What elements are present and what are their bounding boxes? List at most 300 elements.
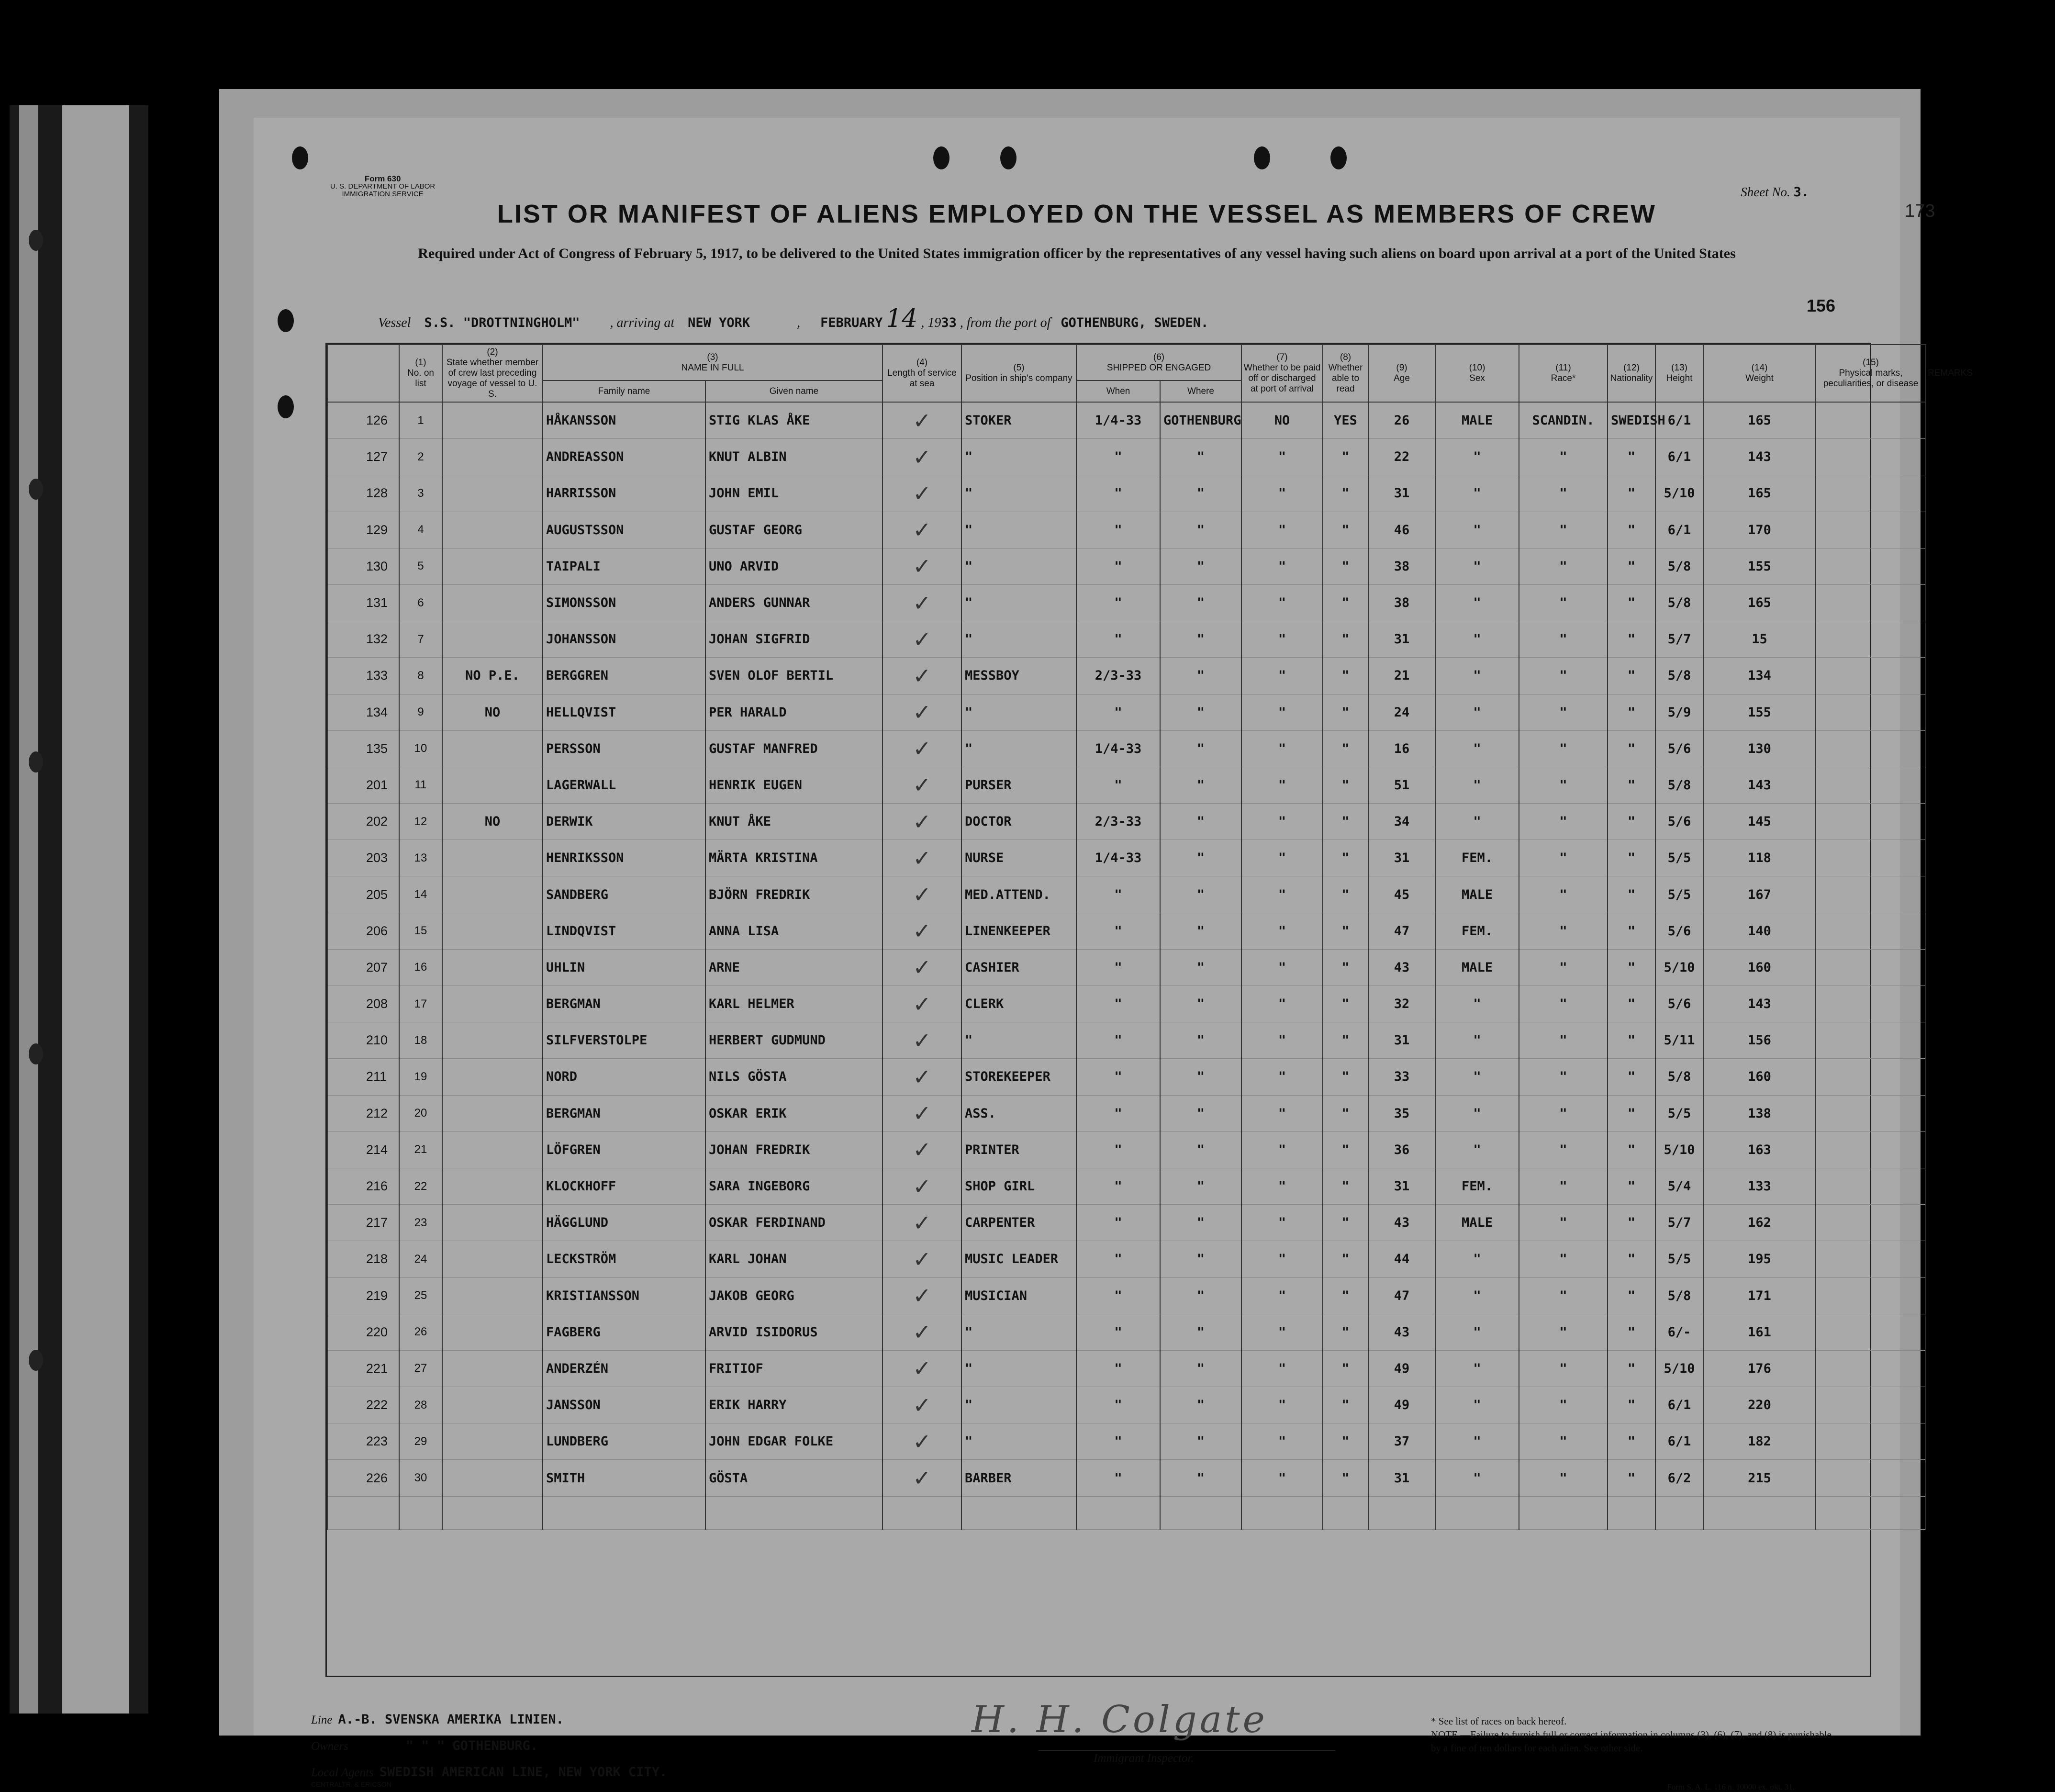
- nationality-cell: ": [1608, 1131, 1655, 1168]
- sex-cell: ": [1435, 1314, 1519, 1350]
- check-mark: ✓: [913, 1283, 931, 1309]
- weight-cell: 155: [1703, 548, 1816, 584]
- physical-marks-cell: [1816, 584, 1926, 621]
- height-cell: 5/11: [1655, 1022, 1703, 1059]
- given-name-cell: KARL HELMER: [705, 986, 882, 1022]
- shipped-when-cell: 2/3-33: [1076, 658, 1160, 694]
- able-to-read-cell: YES: [1323, 402, 1368, 439]
- position-cell: CLERK: [961, 986, 1076, 1022]
- previous-voyage-cell: [442, 1205, 543, 1241]
- nationality-cell: ": [1608, 1022, 1655, 1059]
- empty-cell: [1703, 1496, 1816, 1529]
- from-port: GOTHENBURG, SWEDEN.: [1061, 315, 1209, 330]
- height-cell: 5/6: [1655, 804, 1703, 840]
- height-cell: 5/10: [1655, 1350, 1703, 1387]
- able-to-read-cell: ": [1323, 1168, 1368, 1204]
- position-cell: MUSIC LEADER: [961, 1241, 1076, 1277]
- nationality-cell: ": [1608, 1095, 1655, 1131]
- page-stamp: 173: [1905, 201, 1935, 221]
- sheet-number-value: 3.: [1793, 185, 1809, 200]
- weight-cell: 161: [1703, 1314, 1816, 1350]
- column-header-height: (13) Height: [1655, 345, 1703, 402]
- previous-voyage-cell: [442, 949, 543, 986]
- nationality-cell: ": [1608, 1314, 1655, 1350]
- family-name-cell: LÖFGREN: [543, 1131, 705, 1168]
- previous-voyage-cell: [442, 1350, 543, 1387]
- sex-cell: ": [1435, 1131, 1519, 1168]
- service-check: [882, 1168, 961, 1204]
- height-cell: 5/8: [1655, 1277, 1703, 1314]
- given-name-cell: ARNE: [705, 949, 882, 986]
- previous-voyage-cell: [442, 913, 543, 949]
- form-footer: Form S. A. L. 116 n. 10000 ex. okt. 31.: [1667, 1782, 1795, 1792]
- footer-block: [311, 1707, 667, 1786]
- race-cell: ": [1519, 621, 1608, 658]
- sex-cell: ": [1435, 1423, 1519, 1460]
- manifest-number: 134: [327, 694, 399, 730]
- check-mark: ✓: [913, 1246, 931, 1272]
- able-to-read-cell: ": [1323, 767, 1368, 803]
- age-cell: 31: [1368, 1168, 1435, 1204]
- weight-cell: 165: [1703, 584, 1816, 621]
- service-check: [882, 840, 961, 876]
- shipped-where-cell: ": [1160, 1168, 1241, 1204]
- weight-cell: 215: [1703, 1460, 1816, 1496]
- physical-marks-cell: [1816, 1205, 1926, 1241]
- sex-cell: ": [1435, 1059, 1519, 1095]
- race-cell: ": [1519, 1314, 1608, 1350]
- signature-line: [1039, 1750, 1335, 1751]
- family-name-cell: AUGUSTSSON: [543, 512, 705, 548]
- list-number: 10: [399, 730, 442, 767]
- physical-marks-cell: [1816, 1059, 1926, 1095]
- previous-voyage-cell: NO P.E.: [442, 658, 543, 694]
- race-cell: ": [1519, 1131, 1608, 1168]
- given-name-cell: PER HARALD: [705, 694, 882, 730]
- able-to-read-cell: ": [1323, 1460, 1368, 1496]
- physical-marks-cell: [1816, 1095, 1926, 1131]
- manifest-number: 133: [327, 658, 399, 694]
- previous-voyage-cell: [442, 548, 543, 584]
- check-mark: ✓: [913, 1100, 931, 1127]
- race-cell: ": [1519, 804, 1608, 840]
- age-cell: 38: [1368, 548, 1435, 584]
- shipped-when-cell: 2/3-33: [1076, 804, 1160, 840]
- manifest-number: 131: [327, 584, 399, 621]
- check-mark: ✓: [913, 882, 931, 908]
- form-number: Form 630: [364, 174, 401, 183]
- empty-cell: [327, 1496, 399, 1529]
- shipped-where-cell: ": [1160, 1460, 1241, 1496]
- line-value: A.-B. SVENSKA AMERIKA LINIEN.: [338, 1712, 564, 1727]
- service-check: [882, 876, 961, 913]
- empty-cell: [1816, 1496, 1926, 1529]
- previous-voyage-cell: [442, 876, 543, 913]
- service: IMMIGRATION SERVICE: [342, 190, 424, 198]
- shipped-where-cell: ": [1160, 1022, 1241, 1059]
- sex-cell: ": [1435, 986, 1519, 1022]
- position-cell: MED.ATTEND.: [961, 876, 1076, 913]
- table-row: [327, 1387, 1926, 1423]
- position-cell: CASHIER: [961, 949, 1076, 986]
- service-check: [882, 1241, 961, 1277]
- race-cell: ": [1519, 439, 1608, 475]
- check-mark: ✓: [913, 1355, 931, 1382]
- given-name-cell: HENRIK EUGEN: [705, 767, 882, 803]
- able-to-read-cell: ": [1323, 1059, 1368, 1095]
- shipped-when-cell: ": [1076, 1241, 1160, 1277]
- able-to-read-cell: ": [1323, 475, 1368, 512]
- shipped-when-cell: ": [1076, 694, 1160, 730]
- physical-marks-cell: [1816, 767, 1926, 803]
- race-cell: ": [1519, 986, 1608, 1022]
- empty-cell: [1368, 1496, 1435, 1529]
- paid-off-cell: ": [1241, 584, 1323, 621]
- previous-voyage-cell: [442, 767, 543, 803]
- age-cell: 16: [1368, 730, 1435, 767]
- nationality-cell: ": [1608, 1168, 1655, 1204]
- race-cell: ": [1519, 1059, 1608, 1095]
- column-header-manifest: [327, 345, 399, 402]
- physical-marks-cell: [1816, 512, 1926, 548]
- race-cell: ": [1519, 584, 1608, 621]
- weight-cell: 143: [1703, 439, 1816, 475]
- list-number: 1: [399, 402, 442, 439]
- physical-marks-cell: [1816, 475, 1926, 512]
- age-cell: 33: [1368, 1059, 1435, 1095]
- position-cell: ": [961, 1314, 1076, 1350]
- vessel-label: Vessel: [378, 315, 411, 330]
- family-name-cell: BERGMAN: [543, 986, 705, 1022]
- shipped-when-cell: ": [1076, 986, 1160, 1022]
- race-cell: ": [1519, 876, 1608, 913]
- column-header-shipped: (6) SHIPPED OR ENGAGED: [1076, 345, 1241, 381]
- paid-off-cell: ": [1241, 1423, 1323, 1460]
- date-year-prefix: , 19: [921, 315, 941, 330]
- physical-marks-cell: [1816, 1314, 1926, 1350]
- weight-cell: 155: [1703, 694, 1816, 730]
- check-mark: ✓: [913, 407, 931, 434]
- empty-cell: [1608, 1496, 1655, 1529]
- empty-cell: [442, 1496, 543, 1529]
- paid-off-cell: ": [1241, 986, 1323, 1022]
- nationality-cell: ": [1608, 1277, 1655, 1314]
- list-number: 4: [399, 512, 442, 548]
- check-mark: ✓: [913, 736, 931, 762]
- height-cell: 5/8: [1655, 1059, 1703, 1095]
- position-cell: ": [961, 475, 1076, 512]
- sex-cell: ": [1435, 730, 1519, 767]
- column-header-previous-voyage: (2) State whether member of crew last preceding voyage of vessel to U. S.: [442, 345, 543, 402]
- manifest-number: 212: [327, 1095, 399, 1131]
- previous-voyage-cell: [442, 1460, 543, 1496]
- column-header-given-name: Given name: [705, 381, 882, 402]
- paid-off-cell: ": [1241, 730, 1323, 767]
- nationality-cell: ": [1608, 439, 1655, 475]
- list-number: 25: [399, 1277, 442, 1314]
- height-cell: 5/8: [1655, 584, 1703, 621]
- weight-cell: 143: [1703, 986, 1816, 1022]
- column-header-where: Where: [1160, 381, 1241, 402]
- shipped-when-cell: ": [1076, 876, 1160, 913]
- previous-voyage-cell: [442, 1059, 543, 1095]
- race-cell: ": [1519, 949, 1608, 986]
- height-cell: 6/1: [1655, 402, 1703, 439]
- nationality-cell: ": [1608, 730, 1655, 767]
- able-to-read-cell: ": [1323, 1241, 1368, 1277]
- list-number: 26: [399, 1314, 442, 1350]
- list-number: 6: [399, 584, 442, 621]
- shipped-where-cell: ": [1160, 1387, 1241, 1423]
- height-cell: 5/7: [1655, 1205, 1703, 1241]
- physical-marks-cell: [1816, 840, 1926, 876]
- given-name-cell: ERIK HARRY: [705, 1387, 882, 1423]
- family-name-cell: DERWIK: [543, 804, 705, 840]
- printer-imprint: CENTRALTR. & ERICSON: [311, 1781, 391, 1788]
- given-name-cell: GUSTAF MANFRED: [705, 730, 882, 767]
- shipped-where-cell: ": [1160, 512, 1241, 548]
- list-number: 5: [399, 548, 442, 584]
- shipped-where-cell: ": [1160, 1314, 1241, 1350]
- position-cell: MESSBOY: [961, 658, 1076, 694]
- shipped-when-cell: ": [1076, 767, 1160, 803]
- previous-voyage-cell: [442, 1022, 543, 1059]
- family-name-cell: LUNDBERG: [543, 1423, 705, 1460]
- race-cell: ": [1519, 1350, 1608, 1387]
- table-row: [327, 876, 1926, 913]
- race-cell: ": [1519, 913, 1608, 949]
- paid-off-cell: ": [1241, 1387, 1323, 1423]
- check-mark: ✓: [913, 553, 931, 580]
- position-cell: ": [961, 1387, 1076, 1423]
- check-mark: ✓: [913, 1428, 931, 1455]
- service-check: [882, 1277, 961, 1314]
- shipped-where-cell: ": [1160, 1131, 1241, 1168]
- race-cell: ": [1519, 1423, 1608, 1460]
- height-cell: 5/9: [1655, 694, 1703, 730]
- given-name-cell: NILS GÖSTA: [705, 1059, 882, 1095]
- age-cell: 49: [1368, 1350, 1435, 1387]
- service-check: [882, 548, 961, 584]
- weight-cell: 170: [1703, 512, 1816, 548]
- table-row: [327, 1350, 1926, 1387]
- sex-cell: MALE: [1435, 1205, 1519, 1241]
- family-name-cell: LAGERWALL: [543, 767, 705, 803]
- check-mark: ✓: [913, 1210, 931, 1236]
- age-cell: 47: [1368, 913, 1435, 949]
- column-header-list-number: (1) No. on list: [399, 345, 442, 402]
- shipped-when-cell: ": [1076, 1131, 1160, 1168]
- manifest-number: 218: [327, 1241, 399, 1277]
- table-row: [327, 1095, 1926, 1131]
- punch-hole: [292, 146, 308, 169]
- height-cell: 5/6: [1655, 730, 1703, 767]
- race-cell: ": [1519, 548, 1608, 584]
- check-mark: ✓: [913, 1319, 931, 1345]
- position-cell: ": [961, 584, 1076, 621]
- race-cell: ": [1519, 658, 1608, 694]
- check-mark: ✓: [913, 662, 931, 689]
- sex-cell: ": [1435, 1460, 1519, 1496]
- able-to-read-cell: ": [1323, 1314, 1368, 1350]
- empty-cell: [543, 1496, 705, 1529]
- column-header-nationality: (12) Nationality: [1608, 345, 1655, 402]
- empty-cell: [882, 1496, 961, 1529]
- owners-value: " " " GOTHENBURG.: [405, 1738, 538, 1753]
- empty-cell: [961, 1496, 1076, 1529]
- race-cell: ": [1519, 840, 1608, 876]
- weight-cell: 134: [1703, 658, 1816, 694]
- given-name-cell: UNO ARVID: [705, 548, 882, 584]
- height-cell: 5/6: [1655, 913, 1703, 949]
- paid-off-cell: ": [1241, 1350, 1323, 1387]
- height-cell: 5/10: [1655, 475, 1703, 512]
- paid-off-cell: ": [1241, 475, 1323, 512]
- shipped-where-cell: ": [1160, 475, 1241, 512]
- empty-cell: [1655, 1496, 1703, 1529]
- nationality-cell: ": [1608, 1460, 1655, 1496]
- table-row: [327, 475, 1926, 512]
- check-mark: ✓: [913, 517, 931, 543]
- table-row: [327, 658, 1926, 694]
- shipped-where-cell: ": [1160, 1205, 1241, 1241]
- shipped-when-cell: ": [1076, 1205, 1160, 1241]
- paid-off-cell: ": [1241, 1059, 1323, 1095]
- check-mark: ✓: [913, 480, 931, 506]
- able-to-read-cell: ": [1323, 840, 1368, 876]
- age-cell: 36: [1368, 1131, 1435, 1168]
- physical-marks-cell: [1816, 876, 1926, 913]
- service-check: [882, 1350, 961, 1387]
- able-to-read-cell: ": [1323, 1350, 1368, 1387]
- able-to-read-cell: ": [1323, 1423, 1368, 1460]
- race-cell: ": [1519, 1241, 1608, 1277]
- binder-hole: [29, 1043, 43, 1064]
- paid-off-cell: ": [1241, 913, 1323, 949]
- weight-cell: 133: [1703, 1168, 1816, 1204]
- position-cell: PURSER: [961, 767, 1076, 803]
- age-cell: 32: [1368, 986, 1435, 1022]
- nationality-cell: ": [1608, 621, 1655, 658]
- family-name-cell: HELLQVIST: [543, 694, 705, 730]
- given-name-cell: KNUT ALBIN: [705, 439, 882, 475]
- manifest-number: 203: [327, 840, 399, 876]
- arriving-port: NEW YORK: [688, 315, 750, 330]
- binder-hole: [29, 230, 43, 251]
- table-header-row: (1) No. on list (2) State whether member of crew last preceding voyage of vessel to U. S. (3) NAME IN FULL (4) Length of service at sea (5) Position in ship's company (6) SHIPPED OR ENGAGED (7) Whether to be paid off or discharged at port of arrival (8) Whether able to read (9) Age (10) Sex (11) Race* (12) Nationality (13) Height (14) Weight (15) Physical marks, peculiarities, or disease REMARKS: [327, 345, 1926, 381]
- table-row: [327, 402, 1926, 439]
- table-row: [327, 767, 1926, 803]
- position-cell: ": [961, 1350, 1076, 1387]
- physical-marks-cell: [1816, 1350, 1926, 1387]
- shipped-when-cell: ": [1076, 949, 1160, 986]
- given-name-cell: GÖSTA: [705, 1460, 882, 1496]
- sex-cell: ": [1435, 475, 1519, 512]
- shipped-when-cell: ": [1076, 1387, 1160, 1423]
- empty-cell: [1241, 1496, 1323, 1529]
- table-row: [327, 730, 1926, 767]
- nationality-cell: ": [1608, 804, 1655, 840]
- inspector-label: Immigrant Inspector.: [1094, 1752, 1194, 1765]
- shipped-where-cell: ": [1160, 584, 1241, 621]
- shipped-where-cell: ": [1160, 1059, 1241, 1095]
- physical-marks-cell: [1816, 548, 1926, 584]
- table-row: [327, 621, 1926, 658]
- position-cell: ASS.: [961, 1095, 1076, 1131]
- given-name-cell: OSKAR ERIK: [705, 1095, 882, 1131]
- given-name-cell: KARL JOHAN: [705, 1241, 882, 1277]
- weight-cell: 167: [1703, 876, 1816, 913]
- age-cell: 31: [1368, 475, 1435, 512]
- check-mark: ✓: [913, 1465, 931, 1491]
- physical-marks-cell: [1816, 730, 1926, 767]
- given-name-cell: BJÖRN FREDRIK: [705, 876, 882, 913]
- family-name-cell: SANDBERG: [543, 876, 705, 913]
- height-cell: 5/7: [1655, 621, 1703, 658]
- service-check: [882, 475, 961, 512]
- able-to-read-cell: ": [1323, 694, 1368, 730]
- height-cell: 6/1: [1655, 512, 1703, 548]
- previous-voyage-cell: [442, 1168, 543, 1204]
- able-to-read-cell: ": [1323, 1387, 1368, 1423]
- previous-voyage-cell: [442, 1314, 543, 1350]
- able-to-read-cell: ": [1323, 1022, 1368, 1059]
- column-header-race: (11) Race*: [1519, 345, 1608, 402]
- sex-cell: ": [1435, 584, 1519, 621]
- position-cell: MUSICIAN: [961, 1277, 1076, 1314]
- shipped-when-cell: ": [1076, 621, 1160, 658]
- able-to-read-cell: ": [1323, 949, 1368, 986]
- previous-voyage-cell: [442, 402, 543, 439]
- given-name-cell: OSKAR FERDINAND: [705, 1205, 882, 1241]
- physical-marks-cell: [1816, 1277, 1926, 1314]
- height-cell: 6/-: [1655, 1314, 1703, 1350]
- shipped-where-cell: ": [1160, 1095, 1241, 1131]
- table-row: [327, 840, 1926, 876]
- age-cell: 45: [1368, 876, 1435, 913]
- height-cell: 6/1: [1655, 439, 1703, 475]
- able-to-read-cell: ": [1323, 658, 1368, 694]
- sex-cell: ": [1435, 1241, 1519, 1277]
- manifest-number: 219: [327, 1277, 399, 1314]
- given-name-cell: MÄRTA KRISTINA: [705, 840, 882, 876]
- nationality-cell: ": [1608, 913, 1655, 949]
- check-mark: ✓: [913, 991, 931, 1017]
- binder-hole: [29, 1350, 43, 1371]
- given-name-cell: JOHN EDGAR FOLKE: [705, 1423, 882, 1460]
- check-mark: ✓: [913, 1392, 931, 1418]
- inspector-signature: H. H. Colgate: [972, 1698, 1268, 1741]
- shipped-when-cell: 1/4-33: [1076, 840, 1160, 876]
- given-name-cell: KNUT ÅKE: [705, 804, 882, 840]
- binder-strip: [19, 105, 38, 1714]
- table-row: [327, 584, 1926, 621]
- position-cell: ": [961, 730, 1076, 767]
- nationality-cell: ": [1608, 840, 1655, 876]
- weight-cell: 171: [1703, 1277, 1816, 1314]
- family-name-cell: JANSSON: [543, 1387, 705, 1423]
- shipped-when-cell: ": [1076, 1423, 1160, 1460]
- given-name-cell: ARVID ISIDORUS: [705, 1314, 882, 1350]
- age-cell: 43: [1368, 1314, 1435, 1350]
- service-check: [882, 913, 961, 949]
- shipped-when-cell: ": [1076, 1350, 1160, 1387]
- family-name-cell: ANDERZÉN: [543, 1350, 705, 1387]
- column-header-able-to-read: (8) Whether able to read: [1323, 345, 1368, 402]
- table-row: [327, 548, 1926, 584]
- manifest-number: 202: [327, 804, 399, 840]
- service-check: [882, 1423, 961, 1460]
